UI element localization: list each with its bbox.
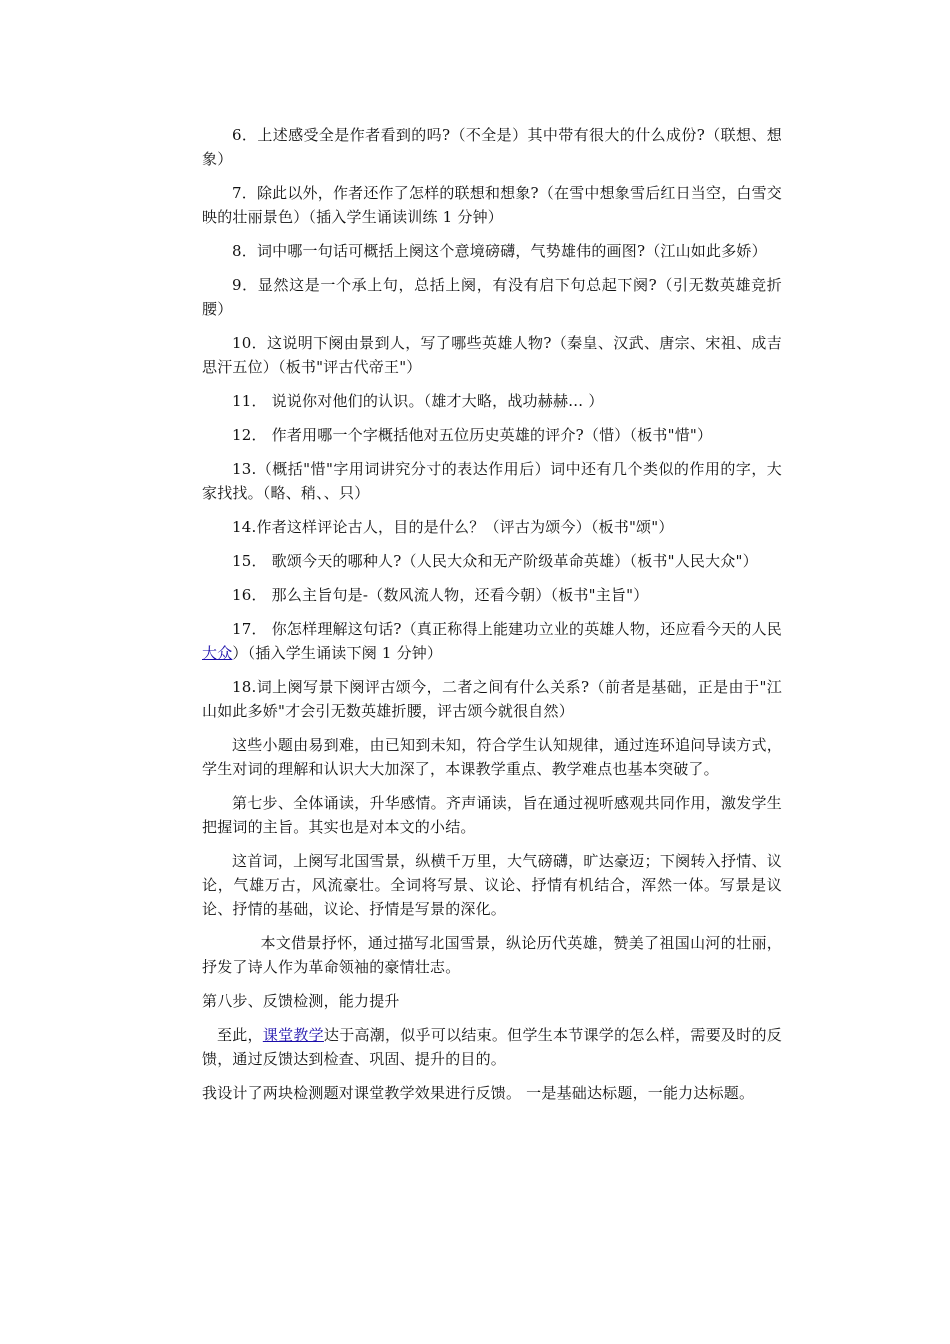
question-11: 11． 说说你对他们的认识。（雄才大略，战功赫赫… ）	[232, 392, 604, 410]
poem-analysis-paragraph: 这首词，上阕写北国雪景，纵横千万里，大气磅礴，旷达豪迈；下阕转入抒情、议论，气雄万古，风流豪壮。全词将写景、议论、抒情有机结合，浑然一体。写景是议论、抒情的基础，议论、抒情是写景的深化。	[202, 852, 782, 918]
question-17-tail: ）（插入学生诵读下阕 1 分钟）	[232, 644, 443, 662]
question-12: 12． 作者用哪一个字概括他对五位历史英雄的评介?（惜）（板书"惜"）	[232, 426, 713, 444]
question-10: 10．这说明下阕由景到人，写了哪些英雄人物?（秦皇、汉武、唐宗、宋祖、成吉思汗五位）（板书"评古代帝王"）	[202, 334, 782, 376]
step8-heading: 第八步、反馈检测，能力提升	[202, 992, 400, 1010]
question-18: 18.词上阕写景下阕评古颂今，二者之间有什么关系?（前者是基础，正是由于"江山如此多娇"才会引无数英雄折腰，评古颂今就很自然）	[202, 678, 782, 720]
question-8: 8．词中哪一句话可概括上阕这个意境磅礴，气势雄伟的画图?（江山如此多娇）	[232, 242, 767, 260]
question-14: 14.作者这样评论古人，目的是什么？（评古为颂今）（板书"颂"）	[232, 518, 674, 536]
question-15: 15． 歌颂今天的哪种人?（人民大众和无产阶级革命英雄）（板书"人民大众"）	[232, 552, 758, 570]
question-17	[202, 617, 782, 665]
link-ketang-jiaoxue[interactable]: 课堂教学	[262, 1026, 324, 1044]
question-6: 6．上述感受全是作者看到的吗?（不全是）其中带有很大的什么成份?（联想、想象）	[202, 126, 782, 168]
question-17-text: 17． 你怎样理解这句话?（真正称得上能建功立业的英雄人物，还应看今天的人民	[232, 620, 782, 638]
link-dazhong[interactable]: 大众	[202, 644, 233, 662]
question-16: 16． 那么主旨句是-（数风流人物，还看今朝）（板书"主旨"）	[232, 586, 649, 604]
summary-paragraph: 这些小题由易到难，由已知到未知，符合学生认知规律，通过连环追问导读方式，学生对词的理解和认识大大加深了，本课教学重点、教学难点也基本突破了。	[202, 736, 782, 778]
reach-paragraph	[202, 1023, 782, 1071]
question-13: 13.（概括"惜"字用词讲究分寸的表达作用后）词中还有几个类似的作用的字，大家找找。（略、稍、、只）	[202, 460, 782, 502]
question-9: 9．显然这是一个承上句，总括上阕，有没有启下句总起下阕?（引无数英雄竞折腰）	[202, 276, 782, 318]
step7-paragraph: 第七步、全体诵读，升华感情。齐声诵读，旨在通过视听感观共同作用，激发学生把握词的主旨。其实也是对本文的小结。	[202, 794, 782, 836]
design-paragraph: 我设计了两块检测题对课堂教学效果进行反馈。 一是基础达标题，一能力达标题。	[202, 1084, 755, 1102]
question-7: 7．除此以外，作者还作了怎样的联想和想象?（在雪中想象雪后红日当空，白雪交映的壮丽景色）（插入学生诵读训练 1 分钟）	[202, 184, 782, 226]
theme-paragraph: 本文借景抒怀，通过描写北国雪景，纵论历代英雄，赞美了祖国山河的壮丽，抒发了诗人作为革命领袖的豪情壮志。	[202, 934, 782, 976]
reach-tail: 达于高潮，似乎可以结束。但学生本节课学的怎么样，需要及时的反馈，通过反馈达到检查、巩固、提升的目的。	[202, 1026, 782, 1068]
document-body	[202, 123, 782, 1115]
reach-text: 至此，	[217, 1026, 263, 1044]
